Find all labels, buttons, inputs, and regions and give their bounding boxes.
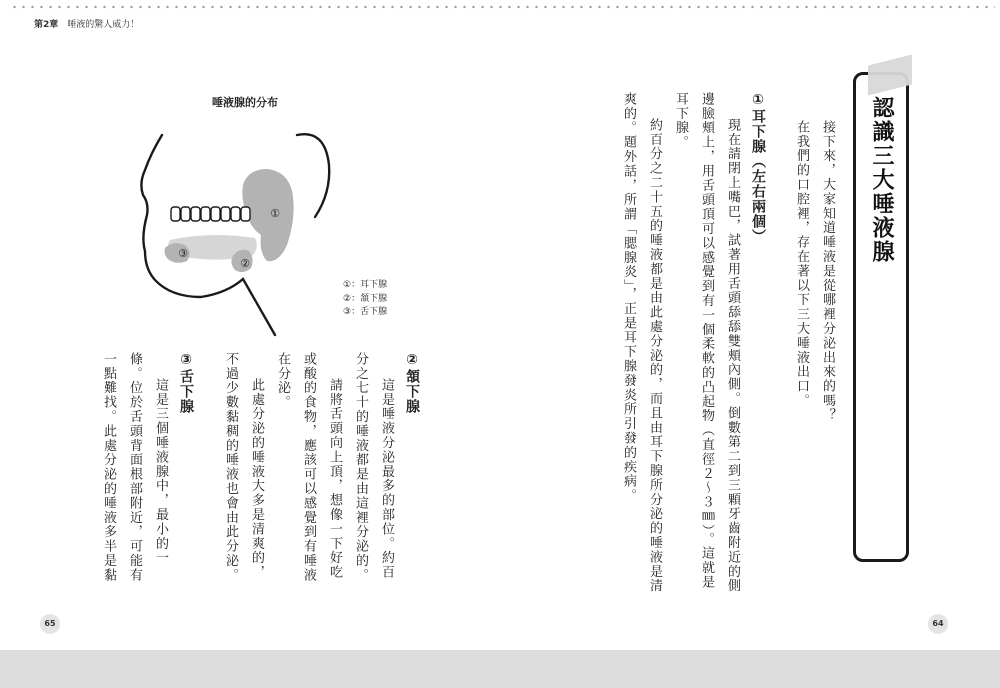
marker-submandibular: ②: [240, 257, 250, 270]
section1-line-3: 耳下腺。: [673, 92, 688, 150]
teeth: [171, 207, 250, 221]
section3-line-3: 一點難找。此處分泌的唾液多半是黏: [101, 352, 116, 583]
legend-item-sublingual: ③：舌下腺: [343, 307, 388, 317]
section3-line-1: 這是三個唾液腺中，最小的一: [153, 378, 168, 566]
section-label: 唾液的驚人威力！: [67, 20, 140, 30]
section2-line-3: 請將舌頭向上頂，想像一下好吃: [327, 378, 342, 580]
section1-heading: ①耳下腺（左右兩個）: [750, 92, 766, 244]
section1-line-2: 邊臉頰上，用舌頭頂可以感覺到有一個柔軟的凸起物（直徑２～３㎜）。這就是: [699, 92, 714, 590]
section2-line-4: 或酸的食物，應該可以感覺到有唾液: [301, 352, 316, 583]
running-header: [34, 17, 139, 30]
legend-item-parotid: ①：耳下腺: [343, 280, 388, 290]
section2-line-5: 在分泌。: [275, 352, 290, 410]
page-number-right: 64: [928, 614, 948, 634]
chapter-label: 第2章: [34, 20, 59, 30]
section1-line-5: 爽的。題外話，所謂「腮腺炎」，正是耳下腺發炎所引發的疾病。: [621, 92, 636, 504]
section1-line-1: 現在請閉上嘴巴，試著用舌頭舔舔雙頰內側。倒數第二到三顆牙齒附近的側: [725, 118, 740, 594]
section3-line-2: 條。位於舌頭背面根部附近，可能有: [127, 352, 142, 583]
ear-outline: [297, 134, 329, 217]
section2-line-2: 分之七十的唾液都是由這裡分泌的。: [353, 352, 368, 583]
section3-heading: ③舌下腺: [178, 352, 194, 414]
bottom-band: [0, 650, 1000, 688]
legend-item-submandibular: ②：頷下腺: [343, 293, 388, 304]
section1-line-4: 約百分之二十五的唾液都是由此處分泌的，而且由耳下腺所分泌的唾液是清: [647, 118, 662, 594]
salivary-gland-diagram: [115, 125, 345, 340]
section2-heading: ②頷下腺: [404, 352, 420, 414]
marker-parotid: ①: [270, 207, 280, 220]
section2-line-1: 這是唾液分泌最多的部位。約百: [379, 378, 394, 580]
intro-line-2: 在我們的口腔裡，存在著以下三大唾液出口。: [794, 120, 809, 408]
section2-line-6: 此處分泌的唾液大多是清爽的，: [249, 378, 264, 580]
dotted-top-border: [10, 5, 995, 9]
marker-sublingual: ③: [178, 247, 188, 260]
figure-legend: [343, 279, 387, 320]
section2-line-7: 不過少數黏稠的唾液也會由此分泌。: [223, 352, 238, 583]
face-outline: [141, 135, 275, 335]
intro-line-1: 接下來，大家知道唾液是從哪裡分泌出來的嗎？: [820, 120, 835, 423]
figure-title: 唾液腺的分布: [212, 96, 278, 109]
page-number-left: 65: [40, 614, 60, 634]
page-title: 認識三大唾液腺: [869, 96, 894, 264]
